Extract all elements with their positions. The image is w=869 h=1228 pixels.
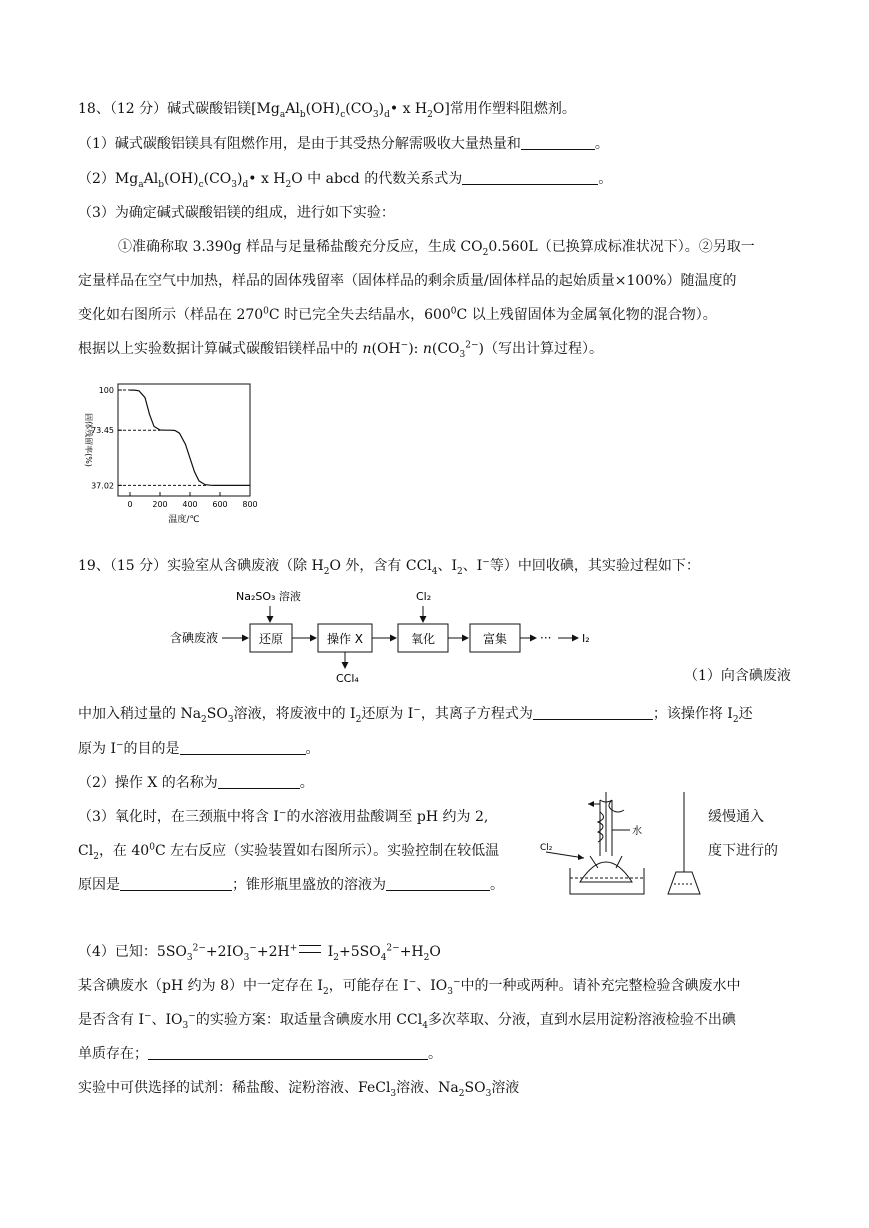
flow-start-label: 含碘废液 — [170, 631, 219, 645]
answer-blank[interactable] — [462, 170, 598, 185]
q18-part1: （1）碱式碳酸铝镁具有阻燃作用，是由于其受热分解需吸收大量热量和 。 — [78, 136, 609, 152]
flow-reagent-cl2: Cl₂ — [416, 590, 432, 603]
q18-part2: $(2)Mg_aAl_b(OH)_c(CO_3)_d•$ x $H_2O$ 中 abcd 的代数关系式为 。 — [78, 171, 613, 190]
q19-part4-line3: 是否含有 I−、$IO_3^-$的实验方案：取适量含碘废水用 CCl$_4$多次萃取、分液，直到水层用淀粉溶液检验不出碘 — [78, 1011, 736, 1031]
flow-box-reduce-label: 还原 — [258, 632, 284, 646]
double-equals-sign — [299, 945, 321, 953]
answer-blank[interactable] — [148, 1045, 428, 1060]
x-tick-label: 600 — [212, 500, 228, 509]
q19-part3-line2: $Cl_2$，在 $40^0C$ 左右反应（实验装置如右图所示）。实验控制在较低温 — [78, 842, 500, 862]
flow-reagent-na2so3: Na₂SO₃ 溶液 — [236, 590, 301, 603]
q19-part4-line2: 某含碘废水（pH 约为 8）中一定存在 $I_2$，可能存在 I−、$IO_3^-$中的一种或两种。请补充完整检验含碘废水中 — [78, 977, 741, 997]
y-axis-label: 固体残留率(%) — [84, 413, 93, 467]
flow-box-oxidize-label: 氧化 — [410, 632, 436, 646]
answer-blank[interactable] — [218, 774, 300, 789]
q19-part4-equation: （4）已知：$5SO_3^{2-}+2IO_3^-+2H^+$ $I_2+5SO_4^{2-}+H_2O$ — [78, 943, 441, 963]
q19-part3-right2: 度下进行的 — [708, 843, 778, 859]
q19-part3-right1: 缓慢通入 — [708, 809, 764, 825]
q19-reagents: 实验中可供选择的试剂：稀盐酸、淀粉溶液、FeCl$_3$溶液、$Na_2SO_3$溶液 — [78, 1080, 520, 1099]
y-tick-label: 37.02 — [91, 481, 114, 491]
x-tick-label: 400 — [182, 500, 198, 509]
y-tick-label: 73.45 — [91, 426, 114, 436]
q18-para-line3: 变化如右图所示（样品在 $270^0C$ 时已完全失去结晶水，$600^0C$ 以上残留固体为金属氧化物的混合物）。 — [78, 306, 717, 323]
q19-header: 19、（15 分）实验室从含碘废液（除 $H_2O$ 外，含有 CCl$_4$、$I_2$、I−等）中回收碘，其实验过程如下： — [78, 557, 700, 577]
series-residue-line — [130, 390, 250, 485]
q18-part3: （3）为确定碱式碳酸铝镁的组成，进行如下实验： — [78, 205, 395, 221]
q18-para-line1: ①准确称取 3.390g 样品与足量稀盐酸充分反应，生成 $CO_20.560L$（已换算成标准状况下）。②另取一 — [118, 239, 755, 258]
flow-box-operation-x-label: 操作 X — [326, 632, 364, 646]
residue-rate-chart — [76, 370, 276, 530]
iodine-recovery-flowchart — [170, 586, 610, 686]
q19-part1-line2: 中加入稍过量的 $Na_2SO_3$溶液，将废液中的 $I_2$还原为 I−，其离子方程式为 ；该操作将 $I_2$还 — [78, 705, 753, 725]
q19-part2: （2）操作 X 的名称为 。 — [78, 775, 314, 791]
x-tick-label: 200 — [152, 500, 168, 509]
answer-blank[interactable] — [521, 135, 595, 150]
q19-part1-start: （1）向含碘废液 — [684, 668, 791, 684]
flow-box-enrich-label: 富集 — [482, 632, 508, 646]
q19-part4-line4: 单质存在； 。 — [78, 1046, 442, 1062]
y-tick-label: 100 — [98, 386, 114, 396]
q19-part3-line3: 原因是 ；锥形瓶里盛放的溶液为 。 — [78, 877, 504, 893]
answer-blank[interactable] — [180, 740, 306, 755]
apparatus-water-label: 水 — [632, 826, 642, 837]
flow-output-ccl4: CCl₄ — [336, 672, 359, 685]
flow-ellipsis: ··· — [540, 631, 552, 645]
q18-para-line2: 定量样品在空气中加热，样品的固体残留率（固体样品的剩余质量/固体样品的起始质量×100%）随温度的 — [78, 273, 737, 289]
flow-end-i2: I₂ — [582, 632, 590, 645]
q18-header: 18、（12 分）碱式碳酸铝镁[$Mg_aAl_b(OH)_c(CO_3)_d•$ x $H_2O$]常用作塑料阻燃剂。 — [78, 101, 576, 120]
answer-blank[interactable] — [386, 876, 490, 891]
answer-blank[interactable] — [120, 876, 232, 891]
chart-plot-frame — [118, 384, 250, 496]
oxidation-apparatus — [540, 792, 710, 904]
x-axis-label: 温度/℃ — [168, 515, 200, 525]
x-tick-label: 0 — [127, 500, 133, 509]
answer-blank[interactable] — [533, 705, 653, 720]
x-tick-label: 800 — [242, 500, 258, 509]
apparatus-cl2-label: Cl₂ — [540, 843, 553, 853]
q19-part1-line3: 原为 I−的目的是 。 — [78, 740, 320, 757]
q18-para-line4: 根据以上实验数据计算碱式碳酸铝镁样品中的 n(OH−): $n(CO_3^{2-})$（写出计算过程）。 — [78, 340, 603, 360]
q19-part3-line1: （3）氧化时，在三颈瓶中将含 I−的水溶液用盐酸调至 pH 约为 2, — [78, 808, 489, 825]
